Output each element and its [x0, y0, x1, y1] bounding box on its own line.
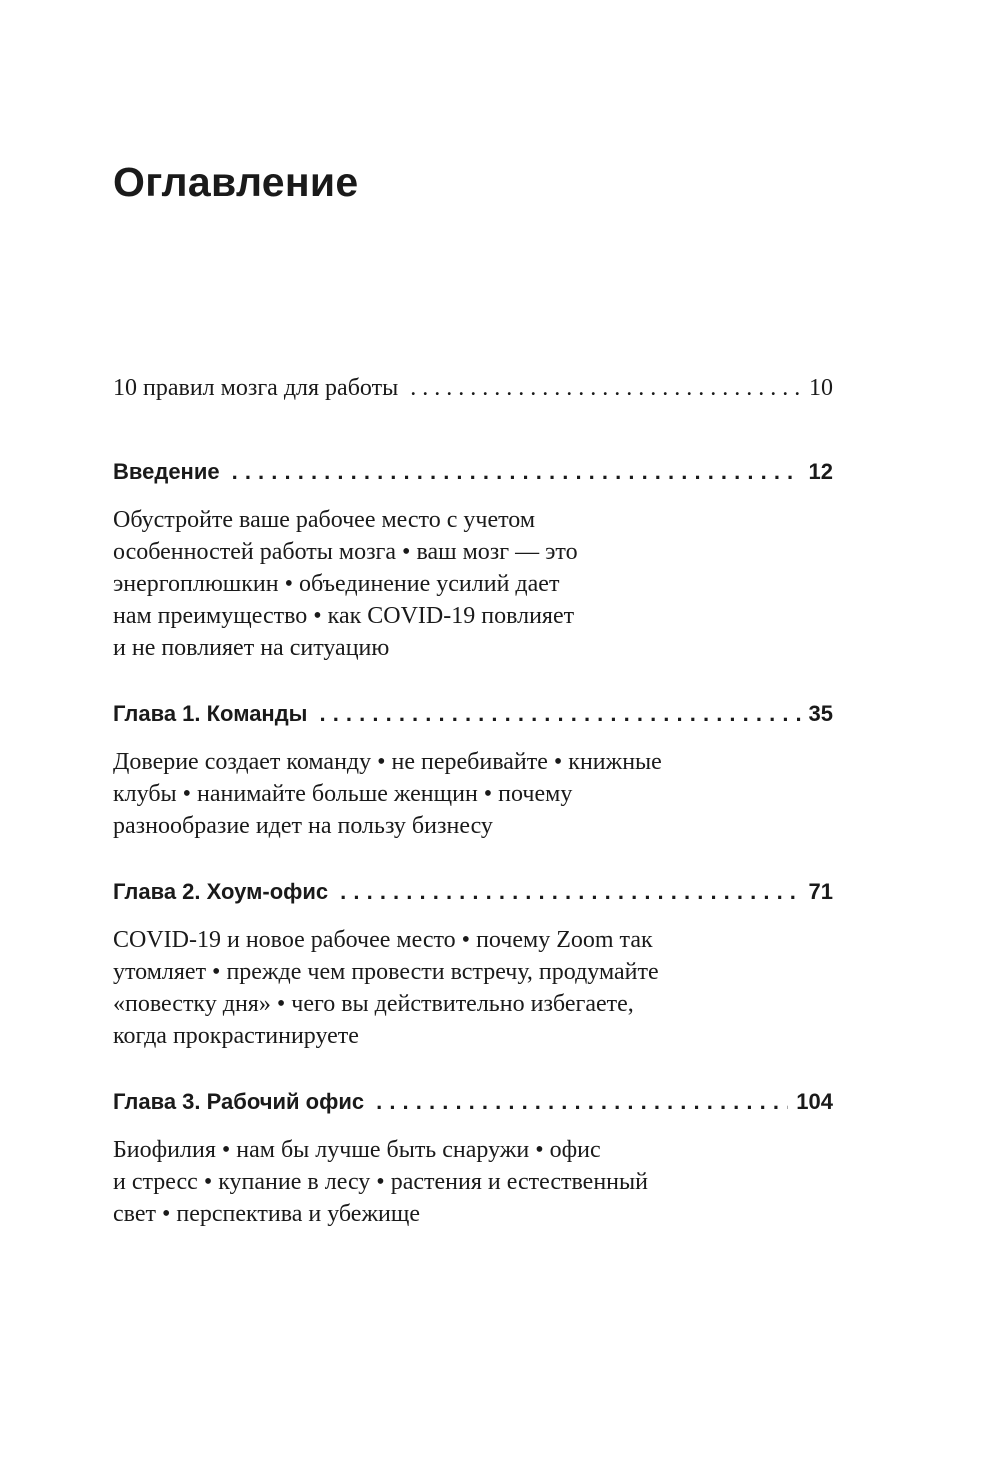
toc-entry-chapter-2: [113, 872, 833, 912]
description-line: утомляет • прежде чем провести встречу, продумайте: [113, 959, 659, 985]
page-title: Оглавление: [113, 159, 359, 205]
toc-page-number: 35: [808, 701, 833, 726]
toc-entry-description: [113, 746, 813, 842]
spacer: [113, 912, 833, 924]
toc-entry-description: [113, 924, 813, 1052]
spacer: [113, 842, 833, 872]
description-line: Обустройте ваше рабочее место с учетом: [113, 507, 536, 533]
toc-entry-description: [113, 504, 813, 664]
dot-leader: [232, 452, 801, 492]
toc-entry-label: 10 правил мозга для работы: [113, 375, 399, 401]
description-line: COVID-19 и новое рабочее место • почему Zoom так: [113, 927, 653, 953]
description-line: клубы • нанимайте больше женщин • почему: [113, 781, 573, 807]
toc-entry-description: [113, 1134, 813, 1230]
dot-leader: [340, 872, 800, 912]
spacer: [113, 408, 833, 452]
toc-page-number: 10: [809, 375, 833, 401]
toc-entry-introduction: [113, 452, 833, 492]
description-line: Биофилия • нам бы лучше быть снаружи • офис: [113, 1137, 601, 1163]
spacer: [113, 1052, 833, 1082]
toc-entry-label: Глава 2. Хоум-офис: [113, 879, 329, 904]
description-line: Доверие создает команду • не перебивайте • книжные: [113, 749, 662, 775]
description-line: нам преимущество • как COVID-19 повлияет: [113, 603, 575, 629]
description-line: энергоплюшкин • объединение усилий дает: [113, 571, 560, 597]
toc-entry-label: Глава 3. Рабочий офис: [113, 1089, 365, 1114]
dot-leader: [319, 694, 800, 734]
toc-page-number: 12: [808, 459, 833, 484]
toc-list: [113, 368, 833, 1230]
toc-entry-label: Введение: [113, 459, 220, 484]
description-line: и не повлияет на ситуацию: [113, 635, 390, 661]
toc-entry-label: Глава 1. Команды: [113, 701, 308, 726]
spacer: [113, 734, 833, 746]
toc-entry-chapter-3: [113, 1082, 833, 1122]
spacer: [113, 492, 833, 504]
toc-page-number: 71: [808, 879, 833, 904]
dot-leader: [376, 1082, 788, 1122]
toc-page-number: 104: [796, 1089, 833, 1114]
toc-entry-chapter-1: [113, 694, 833, 734]
description-line: разнообразие идет на пользу бизнесу: [113, 813, 493, 839]
dot-leader: [410, 368, 801, 408]
description-line: и стресс • купание в лесу • растения и естественный: [113, 1169, 648, 1195]
description-line: когда прокрастинируете: [113, 1023, 359, 1049]
description-line: особенностей работы мозга • ваш мозг — это: [113, 539, 578, 565]
description-line: свет • перспектива и убежище: [113, 1201, 421, 1227]
spacer: [113, 1122, 833, 1134]
spacer: [113, 664, 833, 694]
toc-entry-rules: [113, 368, 833, 408]
description-line: «повестку дня» • чего вы действительно избегаете,: [113, 991, 634, 1017]
